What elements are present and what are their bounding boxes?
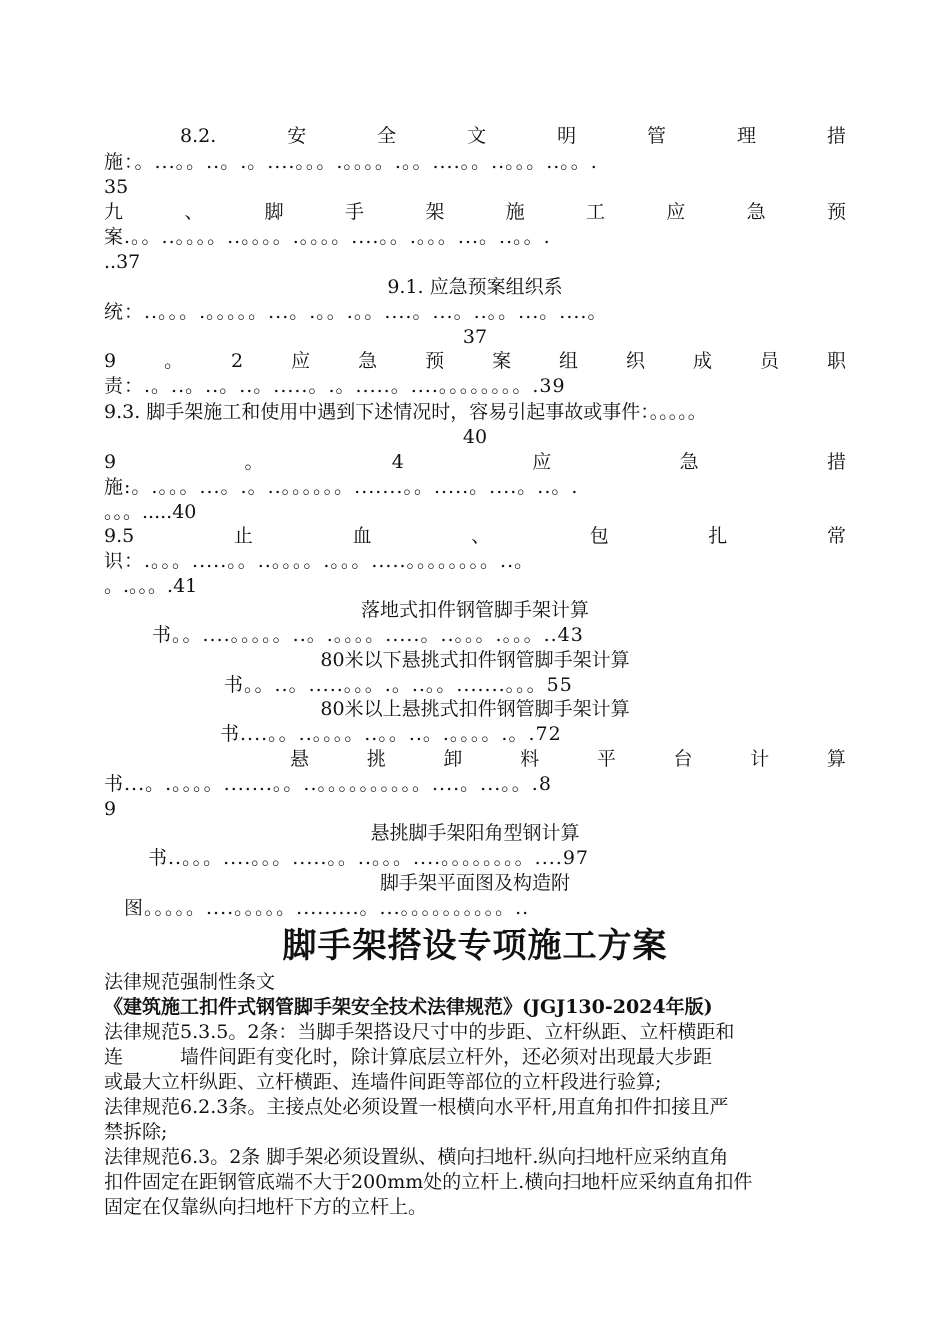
toc-leader: 书...。.。。。。.......。。..。。。。。。。。。。....。...。。.8 [104, 773, 552, 795]
toc-leader: 书。。....。。。。。..。.。。。。.....。..。。。.。。。..43 [152, 624, 584, 646]
toc-leader: 书....。。..。。。。..。。..。.。。。。.。.72 [220, 723, 562, 745]
clause-text: 固定在仅靠纵向扫地杆下方的立杆上。 [104, 1196, 428, 1218]
toc-heading-calc3: 80米以上悬挑式扣件钢管脚手架计算 [320, 698, 630, 720]
toc-leader: 识：.。。。.....。。..。。。。.。。。.....。。。。。。。。..。 [104, 550, 535, 572]
clause-text: 连 墙件间距有变化时，除计算底层立杆外，还必须对出现最大步距 [104, 1046, 713, 1068]
toc-page: 35 [104, 176, 129, 198]
toc-heading-9-3: 9.3. 脚手架施工和使用中遇到下述情况时，容易引起事故或事件：。。。。。 [104, 401, 707, 423]
section-heading: 法律规范强制性条文 [104, 971, 276, 993]
toc-leader: 统：..。。。.。。。。。...。.。。.。。....。...。..。。...。....。 [104, 301, 608, 323]
toc-page: ..37 [104, 251, 141, 273]
clause-text: 法律规范6.2.3条。主接点处必须设置一根横向水平杆,用直角扣件扣接且严 [104, 1096, 729, 1118]
clause-text: 法律规范6.3。2条 脚手架必须设置纵、横向扫地杆.纵向扫地杆应采纳直角 [104, 1146, 729, 1168]
clause-text: 扣件固定在距钢管底端不大于200mm处的立杆上.横向扫地杆应采纳直角扣件 [104, 1171, 753, 1193]
toc-page: 37 [462, 326, 488, 348]
toc-heading-9-1: 9.1. 应急预案组织系 [387, 276, 563, 298]
toc-leader: 施：。...。。..。.。....。。。.。。。。.。。....。。..。。。..。。. [104, 151, 598, 173]
clause-text: 或最大立杆纵距、立杆横距、连墙件间距等部位的立杆段进行验算; [104, 1071, 662, 1093]
document-title: 脚手架搭设专项施工方案 [282, 926, 668, 966]
toc-heading-calc4: 悬 挑 卸 料 平 台 计 算 [290, 748, 846, 770]
toc-heading-drawings: 脚手架平面图及构造附 [379, 872, 570, 894]
toc-heading-8-2: 8.2. 安 全 文 明 管 理 措 [180, 125, 846, 147]
toc-heading-calc2: 80米以下悬挑式扣件钢管脚手架计算 [320, 649, 630, 671]
toc-heading-calc5: 悬挑脚手架阳角型钢计算 [370, 822, 580, 844]
clause-text: 禁拆除; [104, 1121, 168, 1143]
toc-heading-9-5: 9.5 止 血 、 包 扎 常 [104, 525, 846, 547]
toc-leader: 责：.。..。..。..。.....。.。.....。....。。。。。。。。.39 [104, 375, 566, 397]
toc-page: 9 [104, 798, 117, 820]
standard-title: 《建筑施工扣件式钢管脚手架安全技术法律规范》(JGJ130-2024年版) [104, 996, 713, 1018]
toc-leader: 图。。。。。....。。。。。.........。...。。。。。。。。。。.. [124, 897, 530, 919]
clause-text: 法律规范5.3.5。2条：当脚手架搭设尺寸中的步距、立杆纵距、立杆横距和 [104, 1021, 735, 1043]
toc-heading-calc1: 落地式扣件钢管脚手架计算 [360, 599, 589, 621]
toc-leader: 书。。..。.....。。。.。..。。.......。。。55 [224, 674, 573, 696]
toc-leader: 书..。。。....。。。.....。。..。。。....。。。。。。。。....97 [148, 847, 590, 869]
toc-heading-9-2: 9 。 2 应 急 预 案 组 织 成 员 职 [104, 350, 846, 372]
toc-page: 。.。。。.41 [104, 575, 198, 597]
toc-heading-9: 九 、 脚 手 架 施 工 应 急 预 [104, 201, 846, 223]
toc-page: 40 [462, 426, 488, 448]
toc-page: 。。。.....40 [104, 501, 197, 523]
toc-leader: 施:。.。。。...。.。..。。。。。。.......。。.....。....。..。. [104, 476, 579, 498]
toc-heading-9-4: 9 。 4 应 急 措 [104, 451, 846, 473]
toc-leader: 案.。。..。。。。..。。。。.。。。。....。。.。。。...。..。。. [104, 226, 551, 248]
